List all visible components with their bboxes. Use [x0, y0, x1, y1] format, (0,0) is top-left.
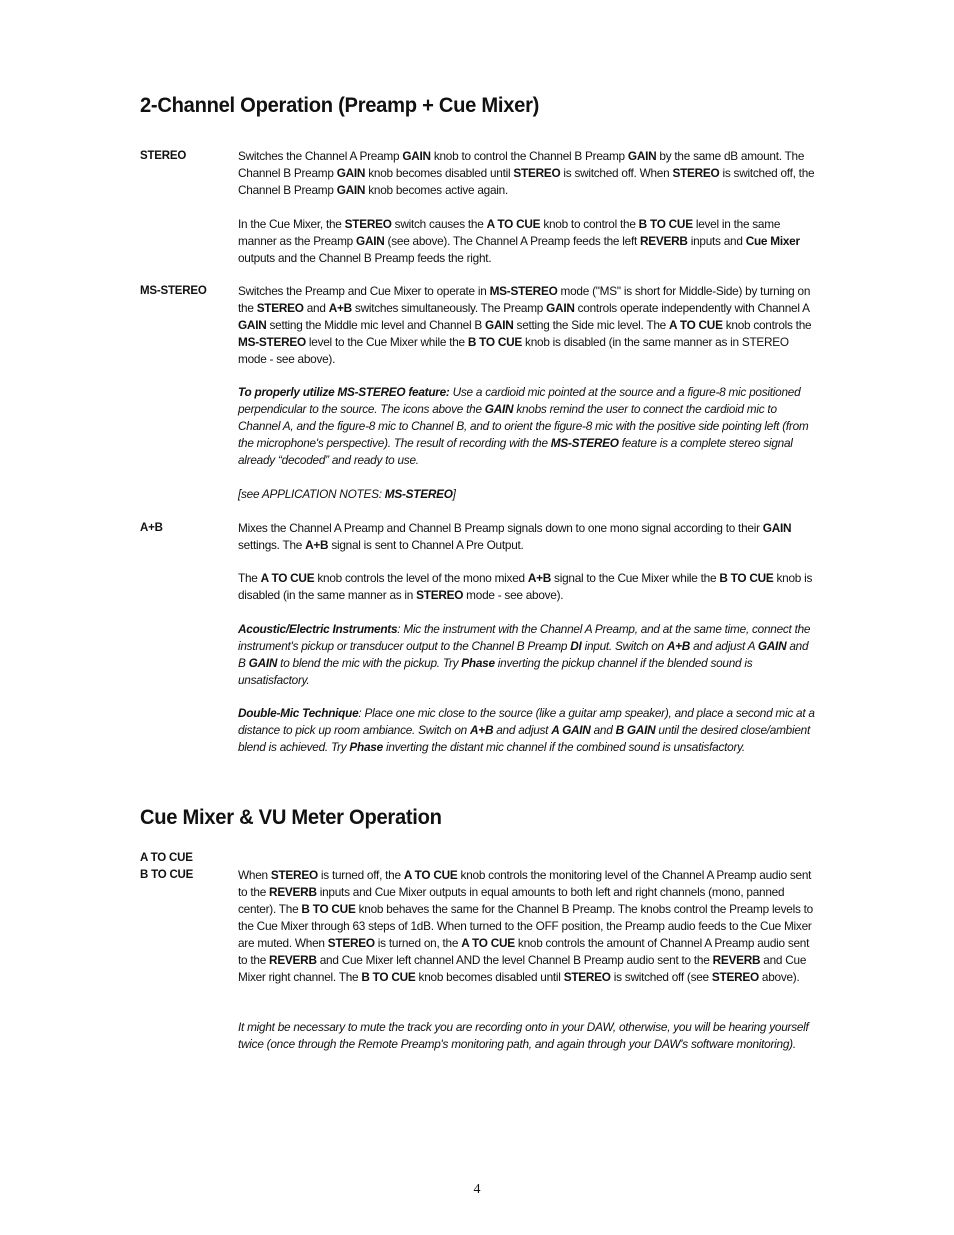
bold-term: GAIN: [484, 402, 514, 416]
bold-term: A+B: [305, 538, 329, 552]
bold-term: REVERB: [269, 953, 317, 967]
bold-term: MS-STEREO: [489, 284, 558, 298]
bold-term: A+B: [527, 571, 552, 585]
bold-term: A TO CUE: [260, 571, 315, 585]
bold-term: A TO CUE: [461, 936, 515, 950]
term-stereo: STEREO: [140, 150, 187, 162]
bold-term: B TO CUE: [638, 217, 693, 231]
ms-stereo-description: Switches the Preamp and Cue Mixer to operate in MS-STEREO mode ("MS" is short for Middle-Side) by turning on the STEREO and A+B switches simultaneously. The Preamp GAIN controls operate independently with Channel A GAIN setting the Middle mic level and Channel B GAIN setting the Side mic level. The A TO CUE knob controls the MS-STEREO level to the Cue Mixer while the B TO CUE knob is disabled (in the same manner as in STEREO mode - see above).: [238, 284, 812, 366]
bold-term: MS-STEREO: [238, 335, 306, 349]
bold-term: REVERB: [640, 234, 688, 248]
bold-term: GAIN: [336, 183, 366, 197]
stereo-cue-mixer-description: In the Cue Mixer, the STEREO switch causes the A TO CUE knob to control the B TO CUE level in the same manner as the Preamp GAIN (see above). The Channel A Preamp feeds the left REVERB inputs and Cue Mixer outputs and the Channel B Preamp feeds the right.: [238, 217, 800, 265]
bold-term: STEREO: [711, 970, 759, 984]
bold-term: Phase: [461, 656, 495, 670]
bold-term: A GAIN: [551, 723, 591, 737]
bold-term: GAIN: [627, 149, 657, 163]
stereo-description: Switches the Channel A Preamp GAIN knob to control the Channel B Preamp GAIN by the same dB amount. The Channel B Preamp GAIN knob becomes disabled until STEREO is switched off. When STEREO is switched off, the Channel B Preamp GAIN knob becomes active again.: [238, 149, 815, 197]
double-mic-technique-note: Double-Mic Technique: Place one mic close to the source (like a guitar amp speaker), and place a second mic at a distance to pick up room ambiance. Switch on A+B and adjust A GAIN and B GAIN until the desired close/ambient blend is achieved. Try Phase inverting the distant mic channel if the combined sound is unsatisfactory.: [238, 706, 815, 754]
bold-term: DI: [570, 639, 582, 653]
bold-term: MS-STEREO: [384, 487, 453, 501]
bold-term: STEREO: [416, 588, 464, 602]
a-plus-b-cue-description: The A TO CUE knob controls the level of the mono mixed A+B signal to the Cue Mixer while the B TO CUE knob is disabled (in the same manner as in STEREO mode - see above).: [238, 571, 813, 602]
bold-term: GAIN: [336, 166, 366, 180]
acoustic-electric-instruments-note: Acoustic/Electric Instruments: Mic the instrument with the Channel A Preamp, and at the same time, connect the instrument's pickup or transducer output to the Channel B Preamp DI input. Switch on A+B and adjust A GAIN and B GAIN to blend the mic with the pickup. Try Phase inverting the pickup channel if the blended sound is unsatisfactory.: [238, 622, 811, 687]
ms-stereo-usage-note: To properly utilize MS-STEREO feature: Use a cardioid mic pointed at the source and a figure-8 mic positioned perpendicular to the source. The icons above the GAIN knobs remind the user to connect the cardioid mic to Channel A, and the figure-8 mic to Channel B, and to orient the figure-8 mic with the positive side pointing left (from the microphone's perspective). The result of recording with the MS-STEREO feature is a complete stereo signal already “decoded” and ready to use.: [238, 385, 809, 467]
cue-knobs-description: When STEREO is turned off, the A TO CUE knob controls the monitoring level of the Channel A Preamp audio sent to the REVERB inputs and Cue Mixer outputs in equal amounts to both left and right channels (mono, panned center). The B TO CUE knob behaves the same for the Channel B Preamp. The knobs control the Preamp levels to the Cue Mixer through 63 steps of 1dB. When turned to the OFF position, the Preamp audio feeds to the Cue Mixer are muted. When STEREO is turned on, the A TO CUE knob controls the amount of Channel A Preamp audio sent to the REVERB and Cue Mixer left channel AND the level Channel B Preamp audio sent to the REVERB and Cue Mixer right channel. The B TO CUE knob becomes disabled until STEREO is switched off (see STEREO above).: [238, 868, 813, 984]
bold-term: Double-Mic Technique: [238, 706, 359, 720]
bold-term: GAIN: [485, 318, 514, 332]
bold-term: A TO CUE: [668, 318, 723, 332]
bold-term: STEREO: [256, 301, 304, 315]
term-ms-stereo: MS-STEREO: [140, 285, 207, 297]
bold-term: A+B: [328, 301, 352, 315]
bold-term: B TO CUE: [301, 902, 356, 916]
term-a-plus-b: A+B: [140, 522, 163, 534]
bold-term: GAIN: [757, 639, 787, 653]
bold-term: A TO CUE: [486, 217, 541, 231]
bold-term: REVERB: [269, 885, 317, 899]
section-title-cue-mixer-vu-meter: Cue Mixer & VU Meter Operation: [140, 806, 442, 829]
term-b-to-cue: B TO CUE: [140, 869, 194, 881]
bold-term: A+B: [470, 723, 494, 737]
bold-term: B TO CUE: [467, 335, 523, 349]
bold-term: GAIN: [762, 521, 792, 535]
bold-term: REVERB: [712, 953, 761, 967]
bold-term: STEREO: [563, 970, 611, 984]
bold-term: B TO CUE: [361, 970, 416, 984]
bold-term: Acoustic/Electric Instruments: [238, 622, 398, 636]
page-number: 4: [473, 1182, 481, 1197]
a-plus-b-description: Mixes the Channel A Preamp and Channel B Preamp signals down to one mono signal according to their GAIN settings. The A+B signal is sent to Channel A Pre Output.: [238, 521, 792, 552]
bold-term: A TO CUE: [403, 868, 458, 882]
bold-term: To properly utilize MS-STEREO feature:: [238, 385, 450, 399]
bold-term: GAIN: [248, 656, 278, 670]
bold-term: STEREO: [327, 936, 375, 950]
term-a-to-cue: A TO CUE: [140, 852, 193, 864]
bold-term: GAIN: [402, 149, 431, 163]
bold-term: STEREO: [344, 217, 392, 231]
bold-term: STEREO: [270, 868, 318, 882]
daw-monitoring-note: It might be necessary to mute the track you are recording onto in your DAW, otherwise, you will be hearing yourself twice (once through the Remote Preamp's monitoring path, and again through your DAW's software monitoring).: [238, 1020, 809, 1051]
bold-term: MS-STEREO: [550, 436, 619, 450]
bold-term: GAIN: [356, 234, 385, 248]
bold-term: STEREO: [513, 166, 561, 180]
bold-term: B GAIN: [615, 723, 656, 737]
bold-term: STEREO: [672, 166, 720, 180]
bold-term: Phase: [349, 740, 383, 754]
bold-term: B TO CUE: [719, 571, 774, 585]
bold-term: A+B: [666, 639, 691, 653]
section-title-2-channel-operation: 2-Channel Operation (Preamp + Cue Mixer): [140, 94, 540, 117]
bold-term: GAIN: [546, 301, 575, 315]
bold-term: Cue Mixer: [745, 234, 800, 248]
bold-term: GAIN: [238, 318, 267, 332]
ms-stereo-application-notes-ref: [see APPLICATION NOTES: MS-STEREO]: [238, 487, 456, 501]
